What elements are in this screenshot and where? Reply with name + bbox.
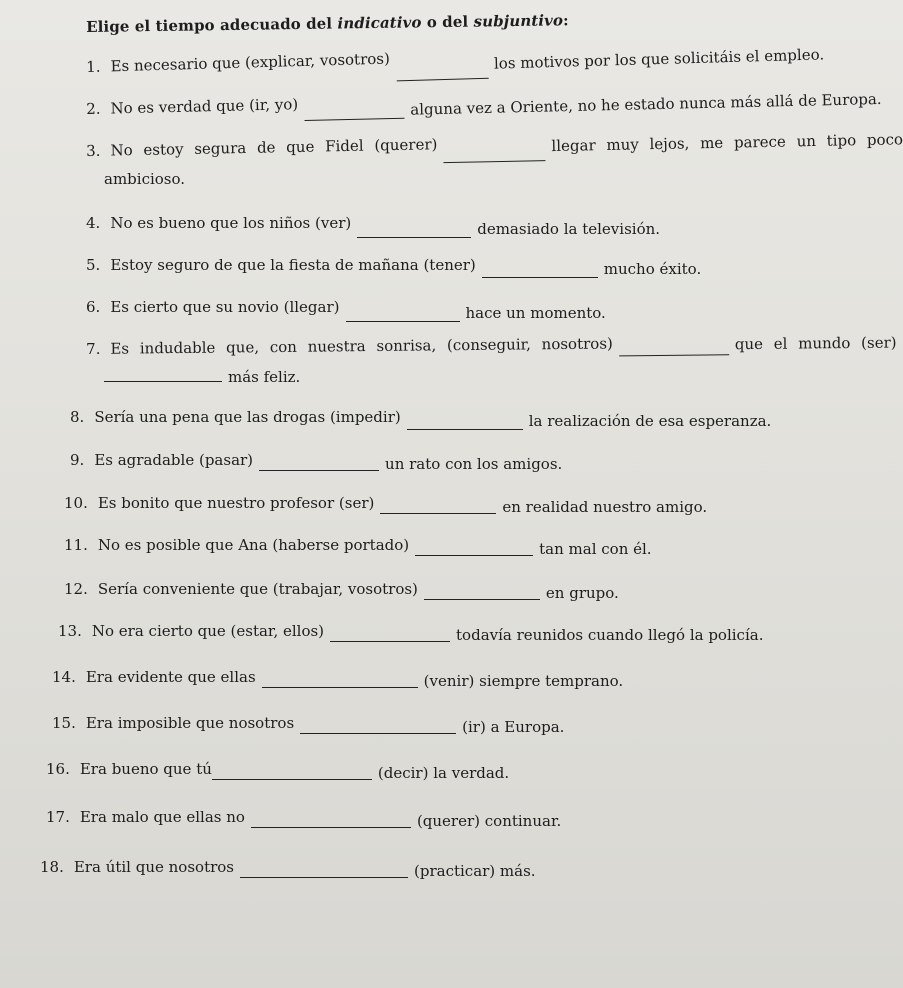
answer-blank-13[interactable] bbox=[330, 629, 450, 642]
exercise-3: 3. No estoy segura de que Fidel (querer) llegar muy lejos, me parece un tipo poco bbox=[86, 126, 903, 160]
exercise-12: 12. Sería conveniente que (trabajar, vosotros) en grupo. bbox=[64, 580, 619, 602]
answer-blank-9[interactable] bbox=[259, 458, 379, 471]
exercise-9: 9. Es agradable (pasar) un rato con los amigos. bbox=[70, 451, 563, 473]
exercise-7-continuation: más feliz. bbox=[104, 368, 300, 386]
answer-blank-3[interactable] bbox=[444, 148, 546, 163]
exercise-7: 7. Es indudable que, con nuestra sonrisa, (conseguir, nosotros) que el mundo (ser) bbox=[86, 333, 897, 358]
exercise-4: 4. No es bueno que los niños (ver) demasiado la televisión. bbox=[86, 214, 661, 238]
answer-blank-1[interactable] bbox=[396, 66, 488, 82]
worksheet-title: Elige el tiempo adecuado del indicativo o del subjuntivo: bbox=[86, 11, 569, 36]
exercise-16: 16. Era bueno que tú (decir) la verdad. bbox=[46, 760, 510, 782]
exercise-15: 15. Era imposible que nosotros (ir) a Europa. bbox=[52, 714, 565, 736]
exercise-1: 1. Es necesario que (explicar, vosotros) los motivos por los que solicitáis el empleo. bbox=[86, 37, 824, 76]
answer-blank-12[interactable] bbox=[424, 587, 540, 600]
answer-blank-15[interactable] bbox=[300, 721, 456, 734]
answer-blank-7a[interactable] bbox=[619, 342, 729, 356]
exercise-17: 17. Era malo que ellas no (querer) continuar. bbox=[46, 808, 562, 830]
answer-blank-17[interactable] bbox=[251, 815, 411, 828]
answer-blank-8[interactable] bbox=[407, 417, 523, 430]
exercise-11: 11. No es posible que Ana (haberse portado) tan mal con él. bbox=[64, 536, 652, 558]
exercise-8: 8. Sería una pena que las drogas (impedir) la realización de esa esperanza. bbox=[70, 408, 772, 430]
answer-blank-16[interactable] bbox=[212, 767, 372, 780]
exercise-6: 6. Es cierto que su novio (llegar) hace un momento. bbox=[86, 298, 606, 322]
answer-blank-4[interactable] bbox=[357, 225, 471, 238]
answer-blank-11[interactable] bbox=[415, 543, 533, 556]
exercise-3-continuation: ambicioso. bbox=[104, 170, 186, 188]
answer-blank-14[interactable] bbox=[262, 675, 418, 688]
exercise-2: 2. No es verdad que (ir, yo) alguna vez a Oriente, no he estado nunca más allá de Europa. bbox=[86, 82, 882, 118]
answer-blank-5[interactable] bbox=[482, 265, 598, 278]
answer-blank-7b[interactable] bbox=[104, 369, 222, 382]
exercise-13: 13. No era cierto que (estar, ellos) todavía reunidos cuando llegó la policía. bbox=[58, 622, 764, 644]
exercise-14: 14. Era evidente que ellas (venir) siempre temprano. bbox=[52, 668, 624, 690]
answer-blank-18[interactable] bbox=[240, 865, 408, 878]
exercise-18: 18. Era útil que nosotros (practicar) más. bbox=[40, 858, 536, 880]
exercise-5: 5. Estoy seguro de que la fiesta de mañana (tener) mucho éxito. bbox=[86, 256, 702, 278]
answer-blank-10[interactable] bbox=[380, 501, 496, 514]
answer-blank-6[interactable] bbox=[346, 309, 460, 322]
answer-blank-2[interactable] bbox=[304, 106, 404, 121]
exercise-10: 10. Es bonito que nuestro profesor (ser) en realidad nuestro amigo. bbox=[64, 494, 708, 516]
